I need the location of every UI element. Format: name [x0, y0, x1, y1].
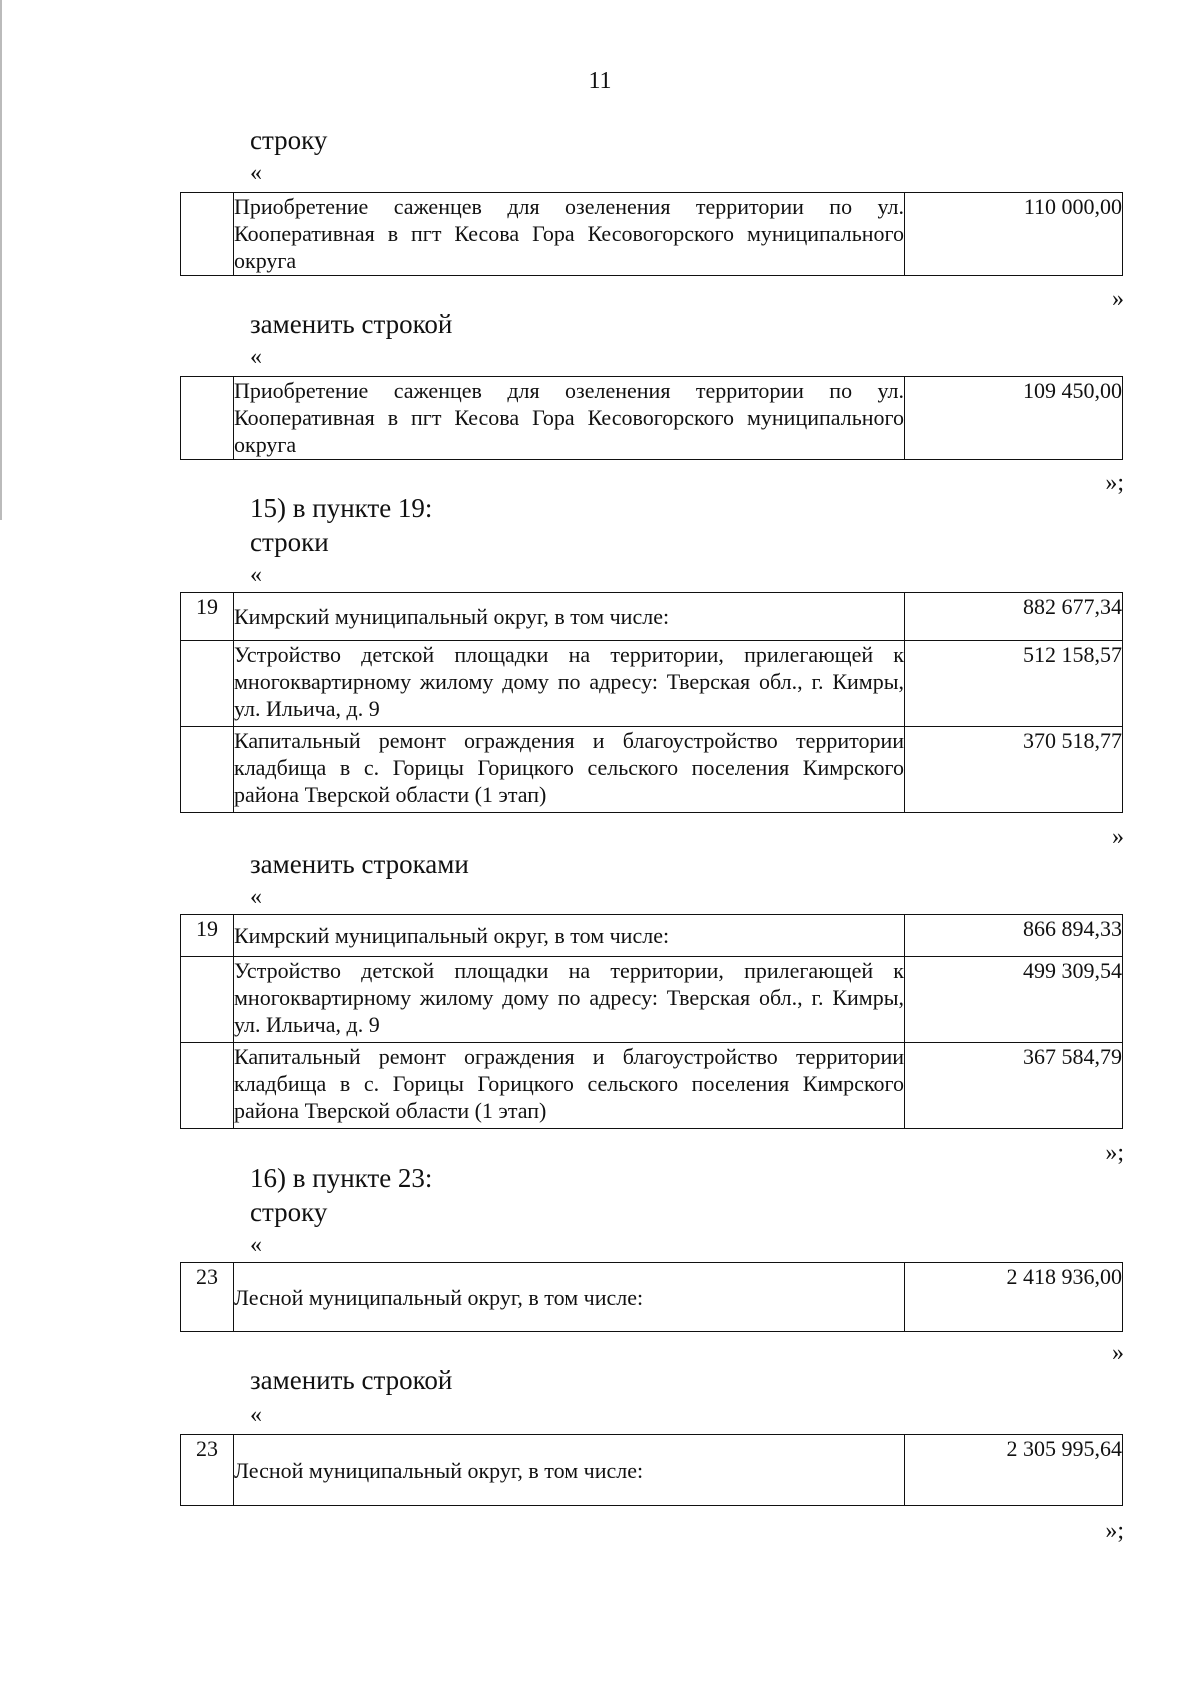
section-heading: заменить строками: [250, 849, 469, 879]
row-amount: 866 894,33: [905, 915, 1123, 957]
amendment-table: [180, 192, 1123, 276]
row-amount: 370 518,77: [905, 727, 1123, 813]
quote-close: »: [1112, 1340, 1124, 1366]
row-number: 23: [181, 1435, 234, 1506]
row-number: [181, 641, 234, 727]
row-description: Кимрский муниципальный округ, в том числе:: [234, 593, 905, 641]
row-number: [181, 1043, 234, 1129]
row-number: [181, 727, 234, 813]
amendment-table: [180, 1434, 1123, 1506]
row-description: Капитальный ремонт ограждения и благоустройство территории кладбища в с. Горицы Горицкого сельского поселения Кимрского района Тверской области (1 этап): [234, 727, 905, 813]
quote-close: »;: [1105, 1140, 1124, 1166]
section-heading: заменить строкой: [250, 309, 453, 339]
point-heading: 16) в пункте 23:: [250, 1163, 433, 1193]
point-heading: 15) в пункте 19:: [250, 493, 433, 523]
quote-open: «: [250, 344, 262, 370]
table-row: [181, 1043, 1123, 1129]
row-description: Капитальный ремонт ограждения и благоустройство территории кладбища в с. Горицы Горицкого сельского поселения Кимрского района Тверской области (1 этап): [234, 1043, 905, 1129]
section-heading: строку: [250, 1197, 328, 1227]
section-heading: строку: [250, 125, 328, 155]
quote-open: «: [250, 1402, 262, 1428]
page-number: 11: [588, 68, 612, 94]
row-number: [181, 957, 234, 1043]
row-number: [181, 193, 234, 276]
quote-open: «: [250, 884, 262, 910]
row-number: [181, 377, 234, 460]
row-amount: 882 677,34: [905, 593, 1123, 641]
table-row: [181, 193, 1123, 276]
row-amount: 109 450,00: [905, 377, 1123, 460]
quote-close: »: [1112, 286, 1124, 312]
row-description: Устройство детской площадки на территории, прилегающей к многоквартирному жилому дому по адресу: Тверская обл., г. Кимры, ул. Ильича, д. 9: [234, 641, 905, 727]
row-amount: 2 305 995,64: [905, 1435, 1123, 1506]
row-amount: 499 309,54: [905, 957, 1123, 1043]
table-row: [181, 1263, 1123, 1332]
row-description: Кимрский муниципальный округ, в том числе:: [234, 915, 905, 957]
row-amount: 110 000,00: [905, 193, 1123, 276]
quote-open: «: [250, 160, 262, 186]
row-description: Приобретение саженцев для озеленения территории по ул. Кооперативная в пгт Кесова Гора Кесовогорского муниципального округа: [234, 193, 905, 276]
row-amount: 367 584,79: [905, 1043, 1123, 1129]
amendment-table: [180, 376, 1123, 460]
quote-open: «: [250, 1232, 262, 1258]
table-row: [181, 593, 1123, 641]
row-amount: 512 158,57: [905, 641, 1123, 727]
table-row: [181, 727, 1123, 813]
table-row: [181, 641, 1123, 727]
section-heading: строки: [250, 527, 329, 557]
amendment-table: [180, 914, 1123, 1129]
row-amount: 2 418 936,00: [905, 1263, 1123, 1332]
quote-close: »;: [1105, 470, 1124, 496]
amendment-table: [180, 592, 1123, 813]
amendment-table: [180, 1262, 1123, 1332]
quote-close: »;: [1105, 1518, 1124, 1544]
row-number: 19: [181, 593, 234, 641]
row-number: 19: [181, 915, 234, 957]
table-row: [181, 377, 1123, 460]
section-heading: заменить строкой: [250, 1365, 453, 1395]
row-description: Лесной муниципальный округ, в том числе:: [234, 1435, 905, 1506]
quote-open: «: [250, 562, 262, 588]
row-description: Приобретение саженцев для озеленения территории по ул. Кооперативная в пгт Кесова Гора Кесовогорского муниципального округа: [234, 377, 905, 460]
table-row: [181, 957, 1123, 1043]
row-description: Устройство детской площадки на территории, прилегающей к многоквартирному жилому дому по адресу: Тверская обл., г. Кимры, ул. Ильича, д. 9: [234, 957, 905, 1043]
table-row: [181, 1435, 1123, 1506]
row-number: 23: [181, 1263, 234, 1332]
quote-close: »: [1112, 824, 1124, 850]
row-description: Лесной муниципальный округ, в том числе:: [234, 1263, 905, 1332]
table-row: [181, 915, 1123, 957]
